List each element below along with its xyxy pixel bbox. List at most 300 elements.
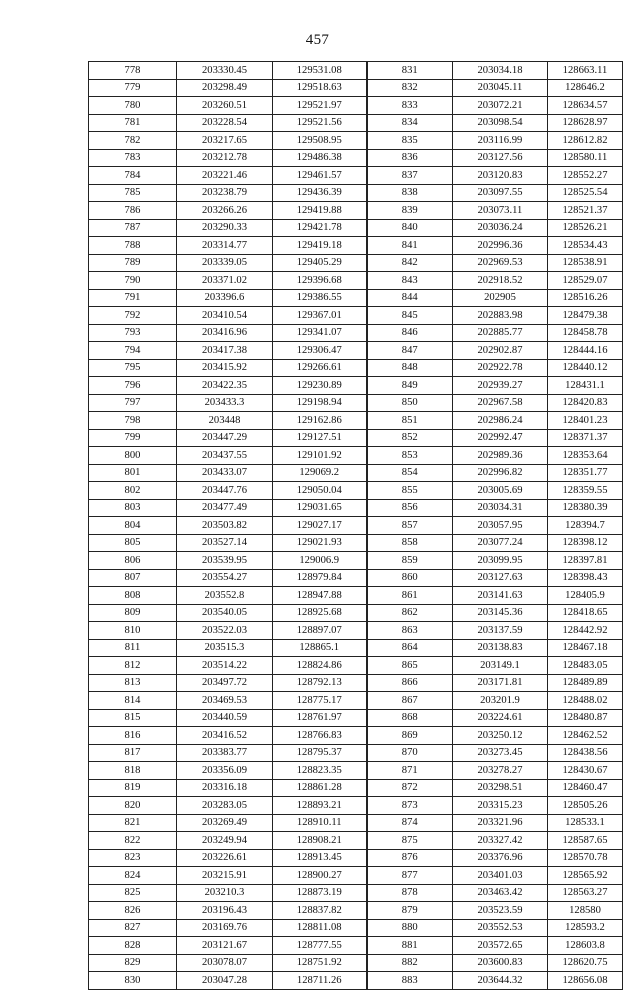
point-number-cell: 812 — [89, 657, 177, 675]
x-coordinate-cell: 203371.02 — [177, 272, 273, 290]
point-number-cell: 811 — [89, 639, 177, 657]
y-coordinate-cell: 129127.51 — [273, 429, 367, 447]
y-coordinate-cell: 128775.17 — [273, 692, 367, 710]
point-number-cell: 838 — [367, 184, 453, 202]
y-coordinate-cell: 129461.57 — [273, 167, 367, 185]
x-coordinate-cell: 203078.07 — [177, 954, 273, 972]
x-coordinate-cell: 203212.78 — [177, 149, 273, 167]
point-number-cell: 880 — [367, 919, 453, 937]
y-coordinate-cell: 128563.27 — [548, 884, 623, 902]
x-coordinate-cell: 203073.11 — [453, 202, 548, 220]
point-number-cell: 778 — [89, 62, 177, 80]
table-row — [89, 464, 623, 482]
x-coordinate-cell: 203416.52 — [177, 727, 273, 745]
table-row — [89, 937, 623, 955]
x-coordinate-cell: 203515.3 — [177, 639, 273, 657]
y-coordinate-cell: 128777.55 — [273, 937, 367, 955]
table-row — [89, 797, 623, 815]
x-coordinate-cell: 203228.54 — [177, 114, 273, 132]
y-coordinate-cell: 128593.2 — [548, 919, 623, 937]
table-row — [89, 954, 623, 972]
point-number-cell: 844 — [367, 289, 453, 307]
point-number-cell: 799 — [89, 429, 177, 447]
point-number-cell: 827 — [89, 919, 177, 937]
x-coordinate-cell: 203314.77 — [177, 237, 273, 255]
y-coordinate-cell: 128489.89 — [548, 674, 623, 692]
y-coordinate-cell: 128505.26 — [548, 797, 623, 815]
point-number-cell: 824 — [89, 867, 177, 885]
table-row — [89, 237, 623, 255]
point-number-cell: 797 — [89, 394, 177, 412]
point-number-cell: 784 — [89, 167, 177, 185]
point-number-cell: 788 — [89, 237, 177, 255]
x-coordinate-cell: 203034.31 — [453, 499, 548, 517]
y-coordinate-cell: 128824.86 — [273, 657, 367, 675]
x-coordinate-cell: 203503.82 — [177, 517, 273, 535]
coordinates-table — [88, 61, 623, 990]
table-row — [89, 622, 623, 640]
y-coordinate-cell: 128979.84 — [273, 569, 367, 587]
point-number-cell: 839 — [367, 202, 453, 220]
point-number-cell: 863 — [367, 622, 453, 640]
point-number-cell: 828 — [89, 937, 177, 955]
y-coordinate-cell: 128458.78 — [548, 324, 623, 342]
y-coordinate-cell: 129419.88 — [273, 202, 367, 220]
x-coordinate-cell: 203210.3 — [177, 884, 273, 902]
table-row — [89, 114, 623, 132]
y-coordinate-cell: 128603.8 — [548, 937, 623, 955]
x-coordinate-cell: 203447.29 — [177, 429, 273, 447]
point-number-cell: 813 — [89, 674, 177, 692]
y-coordinate-cell: 128565.92 — [548, 867, 623, 885]
point-number-cell: 809 — [89, 604, 177, 622]
point-number-cell: 823 — [89, 849, 177, 867]
point-number-cell: 856 — [367, 499, 453, 517]
point-number-cell: 785 — [89, 184, 177, 202]
x-coordinate-cell: 203201.9 — [453, 692, 548, 710]
point-number-cell: 859 — [367, 552, 453, 570]
y-coordinate-cell: 128351.77 — [548, 464, 623, 482]
x-coordinate-cell: 202902.87 — [453, 342, 548, 360]
x-coordinate-cell: 203149.1 — [453, 657, 548, 675]
y-coordinate-cell: 128440.12 — [548, 359, 623, 377]
point-number-cell: 830 — [89, 972, 177, 990]
point-number-cell: 807 — [89, 569, 177, 587]
y-coordinate-cell: 128398.12 — [548, 534, 623, 552]
x-coordinate-cell: 203463.42 — [453, 884, 548, 902]
x-coordinate-cell: 203396.6 — [177, 289, 273, 307]
point-number-cell: 882 — [367, 954, 453, 972]
point-number-cell: 842 — [367, 254, 453, 272]
x-coordinate-cell: 203339.05 — [177, 254, 273, 272]
point-number-cell: 877 — [367, 867, 453, 885]
y-coordinate-cell: 128462.52 — [548, 727, 623, 745]
x-coordinate-cell: 203316.18 — [177, 779, 273, 797]
y-coordinate-cell: 128837.82 — [273, 902, 367, 920]
point-number-cell: 798 — [89, 412, 177, 430]
point-number-cell: 843 — [367, 272, 453, 290]
point-number-cell: 836 — [367, 149, 453, 167]
x-coordinate-cell: 203539.95 — [177, 552, 273, 570]
y-coordinate-cell: 129419.18 — [273, 237, 367, 255]
x-coordinate-cell: 203644.32 — [453, 972, 548, 990]
x-coordinate-cell: 203283.05 — [177, 797, 273, 815]
x-coordinate-cell: 203238.79 — [177, 184, 273, 202]
point-number-cell: 850 — [367, 394, 453, 412]
point-number-cell: 835 — [367, 132, 453, 150]
table-row — [89, 762, 623, 780]
table-row — [89, 814, 623, 832]
x-coordinate-cell: 203290.33 — [177, 219, 273, 237]
y-coordinate-cell: 128359.55 — [548, 482, 623, 500]
y-coordinate-cell: 128401.23 — [548, 412, 623, 430]
point-number-cell: 783 — [89, 149, 177, 167]
point-number-cell: 857 — [367, 517, 453, 535]
y-coordinate-cell: 129367.01 — [273, 307, 367, 325]
point-number-cell: 834 — [367, 114, 453, 132]
point-number-cell: 868 — [367, 709, 453, 727]
y-coordinate-cell: 128947.88 — [273, 587, 367, 605]
x-coordinate-cell: 203127.63 — [453, 569, 548, 587]
x-coordinate-cell: 203321.96 — [453, 814, 548, 832]
point-number-cell: 814 — [89, 692, 177, 710]
point-number-cell: 840 — [367, 219, 453, 237]
x-coordinate-cell: 202996.36 — [453, 237, 548, 255]
x-coordinate-cell: 203433.3 — [177, 394, 273, 412]
table-row — [89, 447, 623, 465]
point-number-cell: 805 — [89, 534, 177, 552]
table-row — [89, 517, 623, 535]
x-coordinate-cell: 203138.83 — [453, 639, 548, 657]
point-number-cell: 879 — [367, 902, 453, 920]
y-coordinate-cell: 128587.65 — [548, 832, 623, 850]
x-coordinate-cell: 203356.09 — [177, 762, 273, 780]
x-coordinate-cell: 203196.43 — [177, 902, 273, 920]
y-coordinate-cell: 128398.43 — [548, 569, 623, 587]
point-number-cell: 849 — [367, 377, 453, 395]
y-coordinate-cell: 128430.67 — [548, 762, 623, 780]
y-coordinate-cell: 128405.9 — [548, 587, 623, 605]
x-coordinate-cell: 203514.22 — [177, 657, 273, 675]
point-number-cell: 781 — [89, 114, 177, 132]
x-coordinate-cell: 203572.65 — [453, 937, 548, 955]
point-number-cell: 853 — [367, 447, 453, 465]
x-coordinate-cell: 203141.63 — [453, 587, 548, 605]
y-coordinate-cell: 129031.65 — [273, 499, 367, 517]
y-coordinate-cell: 128431.1 — [548, 377, 623, 395]
x-coordinate-cell: 203376.96 — [453, 849, 548, 867]
table-row — [89, 202, 623, 220]
x-coordinate-cell: 203416.96 — [177, 324, 273, 342]
table-row — [89, 902, 623, 920]
x-coordinate-cell: 203401.03 — [453, 867, 548, 885]
x-coordinate-cell: 203047.28 — [177, 972, 273, 990]
point-number-cell: 792 — [89, 307, 177, 325]
table-row — [89, 849, 623, 867]
point-number-cell: 883 — [367, 972, 453, 990]
y-coordinate-cell: 129198.94 — [273, 394, 367, 412]
point-number-cell: 786 — [89, 202, 177, 220]
table-row — [89, 674, 623, 692]
x-coordinate-cell: 203217.65 — [177, 132, 273, 150]
point-number-cell: 804 — [89, 517, 177, 535]
point-number-cell: 870 — [367, 744, 453, 762]
y-coordinate-cell: 129069.2 — [273, 464, 367, 482]
y-coordinate-cell: 128442.92 — [548, 622, 623, 640]
y-coordinate-cell: 128656.08 — [548, 972, 623, 990]
x-coordinate-cell: 203215.91 — [177, 867, 273, 885]
y-coordinate-cell: 129230.89 — [273, 377, 367, 395]
x-coordinate-cell: 203269.49 — [177, 814, 273, 832]
table-row — [89, 377, 623, 395]
point-number-cell: 780 — [89, 97, 177, 115]
x-coordinate-cell: 203121.67 — [177, 937, 273, 955]
y-coordinate-cell: 128467.18 — [548, 639, 623, 657]
table-row — [89, 149, 623, 167]
table-row — [89, 972, 623, 990]
y-coordinate-cell: 128646.2 — [548, 79, 623, 97]
x-coordinate-cell: 203433.07 — [177, 464, 273, 482]
y-coordinate-cell: 128925.68 — [273, 604, 367, 622]
y-coordinate-cell: 128861.28 — [273, 779, 367, 797]
x-coordinate-cell: 203260.51 — [177, 97, 273, 115]
y-coordinate-cell: 129436.39 — [273, 184, 367, 202]
point-number-cell: 874 — [367, 814, 453, 832]
table-row — [89, 184, 623, 202]
y-coordinate-cell: 128380.39 — [548, 499, 623, 517]
point-number-cell: 878 — [367, 884, 453, 902]
point-number-cell: 855 — [367, 482, 453, 500]
y-coordinate-cell: 129521.56 — [273, 114, 367, 132]
point-number-cell: 869 — [367, 727, 453, 745]
point-number-cell: 851 — [367, 412, 453, 430]
point-number-cell: 815 — [89, 709, 177, 727]
table-row — [89, 657, 623, 675]
y-coordinate-cell: 128792.13 — [273, 674, 367, 692]
x-coordinate-cell: 203422.35 — [177, 377, 273, 395]
point-number-cell: 845 — [367, 307, 453, 325]
y-coordinate-cell: 128897.07 — [273, 622, 367, 640]
y-coordinate-cell: 128533.1 — [548, 814, 623, 832]
x-coordinate-cell: 202967.58 — [453, 394, 548, 412]
x-coordinate-cell: 203415.92 — [177, 359, 273, 377]
y-coordinate-cell: 129006.9 — [273, 552, 367, 570]
table-row — [89, 587, 623, 605]
point-number-cell: 787 — [89, 219, 177, 237]
y-coordinate-cell: 129027.17 — [273, 517, 367, 535]
x-coordinate-cell: 203273.45 — [453, 744, 548, 762]
x-coordinate-cell: 203315.23 — [453, 797, 548, 815]
y-coordinate-cell: 128910.11 — [273, 814, 367, 832]
y-coordinate-cell: 128525.54 — [548, 184, 623, 202]
x-coordinate-cell: 203097.55 — [453, 184, 548, 202]
y-coordinate-cell: 128488.02 — [548, 692, 623, 710]
point-number-cell: 846 — [367, 324, 453, 342]
point-number-cell: 866 — [367, 674, 453, 692]
table-row — [89, 254, 623, 272]
y-coordinate-cell: 128913.45 — [273, 849, 367, 867]
point-number-cell: 848 — [367, 359, 453, 377]
x-coordinate-cell: 203383.77 — [177, 744, 273, 762]
point-number-cell: 818 — [89, 762, 177, 780]
y-coordinate-cell: 128444.16 — [548, 342, 623, 360]
x-coordinate-cell: 202986.24 — [453, 412, 548, 430]
table-row — [89, 709, 623, 727]
y-coordinate-cell: 129306.47 — [273, 342, 367, 360]
x-coordinate-cell: 203116.99 — [453, 132, 548, 150]
point-number-cell: 854 — [367, 464, 453, 482]
x-coordinate-cell: 203540.05 — [177, 604, 273, 622]
y-coordinate-cell: 128751.92 — [273, 954, 367, 972]
point-number-cell: 826 — [89, 902, 177, 920]
y-coordinate-cell: 129521.97 — [273, 97, 367, 115]
x-coordinate-cell: 202922.78 — [453, 359, 548, 377]
x-coordinate-cell: 203477.49 — [177, 499, 273, 517]
y-coordinate-cell: 128397.81 — [548, 552, 623, 570]
x-coordinate-cell: 202905 — [453, 289, 548, 307]
table-row — [89, 744, 623, 762]
x-coordinate-cell: 203469.53 — [177, 692, 273, 710]
y-coordinate-cell: 128438.56 — [548, 744, 623, 762]
x-coordinate-cell: 203410.54 — [177, 307, 273, 325]
point-number-cell: 841 — [367, 237, 453, 255]
x-coordinate-cell: 203330.45 — [177, 62, 273, 80]
y-coordinate-cell: 128529.07 — [548, 272, 623, 290]
point-number-cell: 810 — [89, 622, 177, 640]
point-number-cell: 861 — [367, 587, 453, 605]
point-number-cell: 865 — [367, 657, 453, 675]
point-number-cell: 852 — [367, 429, 453, 447]
point-number-cell: 789 — [89, 254, 177, 272]
point-number-cell: 817 — [89, 744, 177, 762]
point-number-cell: 796 — [89, 377, 177, 395]
y-coordinate-cell: 128711.26 — [273, 972, 367, 990]
table-row — [89, 919, 623, 937]
x-coordinate-cell: 203005.69 — [453, 482, 548, 500]
y-coordinate-cell: 128634.57 — [548, 97, 623, 115]
x-coordinate-cell: 203036.24 — [453, 219, 548, 237]
x-coordinate-cell: 202918.52 — [453, 272, 548, 290]
point-number-cell: 820 — [89, 797, 177, 815]
y-coordinate-cell: 128795.37 — [273, 744, 367, 762]
x-coordinate-cell: 203169.76 — [177, 919, 273, 937]
x-coordinate-cell: 203266.26 — [177, 202, 273, 220]
table-row — [89, 482, 623, 500]
point-number-cell: 825 — [89, 884, 177, 902]
table-row — [89, 569, 623, 587]
y-coordinate-cell: 128483.05 — [548, 657, 623, 675]
x-coordinate-cell: 203527.14 — [177, 534, 273, 552]
y-coordinate-cell: 128480.87 — [548, 709, 623, 727]
x-coordinate-cell: 203171.81 — [453, 674, 548, 692]
point-number-cell: 808 — [89, 587, 177, 605]
x-coordinate-cell: 203552.53 — [453, 919, 548, 937]
point-number-cell: 791 — [89, 289, 177, 307]
table-row — [89, 552, 623, 570]
y-coordinate-cell: 128552.27 — [548, 167, 623, 185]
point-number-cell: 833 — [367, 97, 453, 115]
point-number-cell: 875 — [367, 832, 453, 850]
y-coordinate-cell: 129386.55 — [273, 289, 367, 307]
y-coordinate-cell: 129518.63 — [273, 79, 367, 97]
y-coordinate-cell: 128521.37 — [548, 202, 623, 220]
x-coordinate-cell: 202939.27 — [453, 377, 548, 395]
x-coordinate-cell: 203554.27 — [177, 569, 273, 587]
x-coordinate-cell: 203098.54 — [453, 114, 548, 132]
table-row — [89, 867, 623, 885]
x-coordinate-cell: 203120.83 — [453, 167, 548, 185]
table-row — [89, 639, 623, 657]
table-row — [89, 727, 623, 745]
y-coordinate-cell: 128766.83 — [273, 727, 367, 745]
coordinates-table-body — [89, 62, 623, 990]
x-coordinate-cell: 203145.36 — [453, 604, 548, 622]
y-coordinate-cell: 128663.11 — [548, 62, 623, 80]
x-coordinate-cell: 203522.03 — [177, 622, 273, 640]
x-coordinate-cell: 202996.82 — [453, 464, 548, 482]
y-coordinate-cell: 128580 — [548, 902, 623, 920]
x-coordinate-cell: 203250.12 — [453, 727, 548, 745]
y-coordinate-cell: 129266.61 — [273, 359, 367, 377]
x-coordinate-cell: 203072.21 — [453, 97, 548, 115]
y-coordinate-cell: 128526.21 — [548, 219, 623, 237]
table-row — [89, 342, 623, 360]
table-row — [89, 412, 623, 430]
y-coordinate-cell: 128811.08 — [273, 919, 367, 937]
y-coordinate-cell: 128460.47 — [548, 779, 623, 797]
x-coordinate-cell: 203523.59 — [453, 902, 548, 920]
point-number-cell: 829 — [89, 954, 177, 972]
table-row — [89, 97, 623, 115]
table-row — [89, 429, 623, 447]
table-row — [89, 832, 623, 850]
y-coordinate-cell: 128873.19 — [273, 884, 367, 902]
y-coordinate-cell: 128900.27 — [273, 867, 367, 885]
y-coordinate-cell: 129050.04 — [273, 482, 367, 500]
y-coordinate-cell: 128534.43 — [548, 237, 623, 255]
y-coordinate-cell: 128580.11 — [548, 149, 623, 167]
point-number-cell: 831 — [367, 62, 453, 80]
x-coordinate-cell: 203298.49 — [177, 79, 273, 97]
x-coordinate-cell: 203437.55 — [177, 447, 273, 465]
x-coordinate-cell: 203448 — [177, 412, 273, 430]
x-coordinate-cell: 202885.77 — [453, 324, 548, 342]
table-row — [89, 307, 623, 325]
x-coordinate-cell: 203057.95 — [453, 517, 548, 535]
y-coordinate-cell: 128865.1 — [273, 639, 367, 657]
point-number-cell: 864 — [367, 639, 453, 657]
x-coordinate-cell: 203327.42 — [453, 832, 548, 850]
y-coordinate-cell: 129421.78 — [273, 219, 367, 237]
y-coordinate-cell: 129405.29 — [273, 254, 367, 272]
point-number-cell: 782 — [89, 132, 177, 150]
x-coordinate-cell: 203077.24 — [453, 534, 548, 552]
x-coordinate-cell: 203226.61 — [177, 849, 273, 867]
point-number-cell: 876 — [367, 849, 453, 867]
y-coordinate-cell: 128893.21 — [273, 797, 367, 815]
point-number-cell: 860 — [367, 569, 453, 587]
point-number-cell: 806 — [89, 552, 177, 570]
table-row — [89, 324, 623, 342]
y-coordinate-cell: 129101.92 — [273, 447, 367, 465]
table-row — [89, 604, 623, 622]
point-number-cell: 881 — [367, 937, 453, 955]
x-coordinate-cell: 203249.94 — [177, 832, 273, 850]
point-number-cell: 794 — [89, 342, 177, 360]
point-number-cell: 802 — [89, 482, 177, 500]
point-number-cell: 858 — [367, 534, 453, 552]
y-coordinate-cell: 128908.21 — [273, 832, 367, 850]
